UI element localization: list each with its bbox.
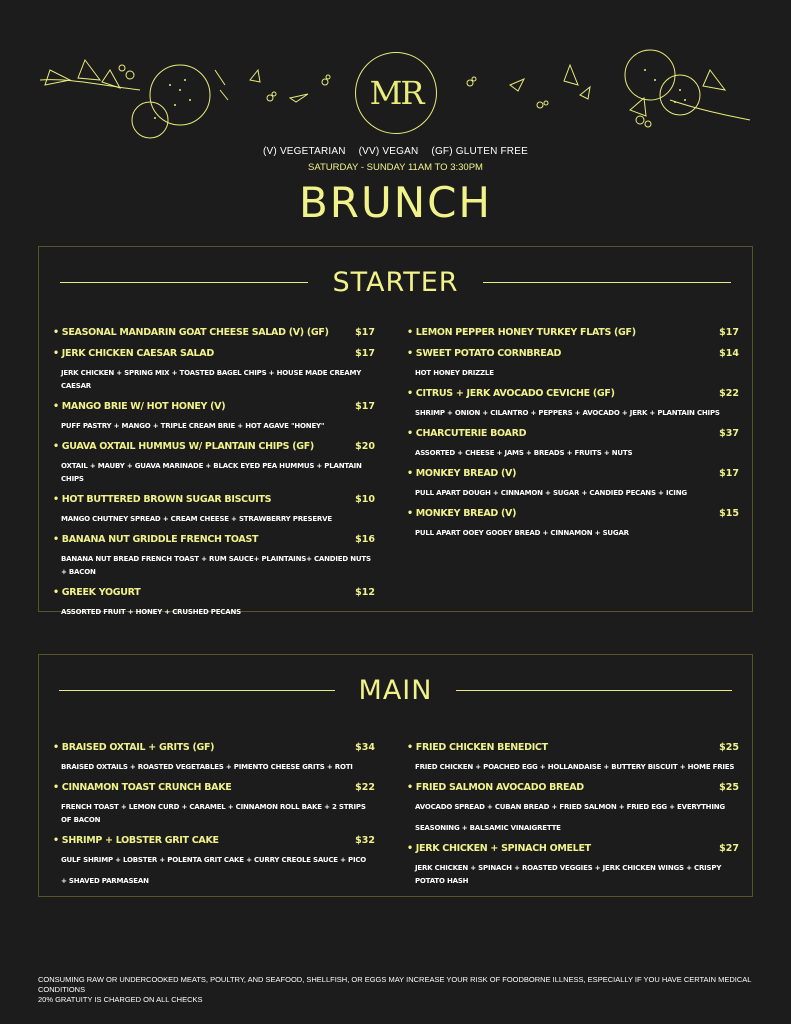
restaurant-logo bbox=[355, 52, 437, 134]
heading-divider-right bbox=[456, 690, 732, 692]
menu-item-description: HOT HONEY DRIZZLE bbox=[415, 369, 494, 377]
menu-item-description: GULF SHRIMP + LOBSTER + POLENTA GRIT CAKE + CURRY CREOLE SAUCE + PICO bbox=[61, 856, 367, 864]
heading-divider-right bbox=[483, 282, 731, 284]
menu-item-price: $25 bbox=[719, 742, 739, 753]
starter-left-column bbox=[53, 326, 375, 626]
citrus-floral-left-illustration bbox=[30, 40, 230, 140]
menu-item-name: • BANANA NUT GRIDDLE FRENCH TOAST bbox=[53, 533, 375, 547]
heading-divider-left bbox=[60, 282, 308, 284]
menu-item bbox=[53, 347, 375, 393]
menu-item-name: • GREEK YOGURT bbox=[53, 586, 375, 600]
menu-item-description: FRENCH TOAST + LEMON CURD + CARAMEL + CINNAMON ROLL BAKE + 2 STRIPS OF BACON bbox=[61, 803, 366, 824]
menu-item-name: • FRIED CHICKEN BENEDICT bbox=[407, 741, 739, 755]
menu-item-price: $27 bbox=[719, 843, 739, 854]
menu-item-description: ASSORTED FRUIT + HONEY + CRUSHED PECANS bbox=[61, 608, 241, 616]
menu-item-price: $34 bbox=[355, 742, 375, 753]
menu-item-name: • MONKEY BREAD (V) bbox=[407, 467, 739, 481]
menu-item-price: $17 bbox=[355, 348, 375, 359]
menu-item bbox=[407, 842, 739, 888]
menu-item bbox=[407, 326, 739, 340]
menu-item-price: $37 bbox=[719, 428, 739, 439]
menu-item-description: BRAISED OXTAILS + ROASTED VEGETABLES + PIMENTO CHEESE GRITS + ROTI bbox=[61, 763, 353, 771]
brunch-hours: SATURDAY - SUNDAY 11AM TO 3:30PM bbox=[308, 162, 483, 173]
heading-divider-left bbox=[59, 690, 335, 692]
menu-item-name: • CHARCUTERIE BOARD bbox=[407, 427, 739, 441]
menu-item-description: ASSORTED + CHEESE + JAMS + BREADS + FRUITS + NUTS bbox=[415, 449, 633, 457]
legend-vegetarian: (V) VEGETARIAN bbox=[263, 146, 346, 157]
main-section bbox=[38, 654, 753, 897]
menu-item-name: • CITRUS + JERK AVOCADO CEVICHE (GF) bbox=[407, 387, 739, 401]
menu-item-name: • JERK CHICKEN CAESAR SALAD bbox=[53, 347, 375, 361]
menu-item-description: SEASONING + BALSAMIC VINAIGRETTE bbox=[415, 824, 561, 832]
menu-item bbox=[407, 507, 739, 540]
menu-item-price: $22 bbox=[355, 782, 375, 793]
menu-item bbox=[407, 387, 739, 420]
menu-item bbox=[53, 781, 375, 827]
menu-item-name: • CINNAMON TOAST CRUNCH BAKE bbox=[53, 781, 375, 795]
menu-item-description: JERK CHICKEN + SPINACH + ROASTED VEGGIES + JERK CHICKEN WINGS + CRISPY POTATO HASH bbox=[415, 864, 722, 885]
menu-item-name: • LEMON PEPPER HONEY TURKEY FLATS (GF) bbox=[407, 326, 739, 340]
menu-item-name: • MONKEY BREAD (V) bbox=[407, 507, 739, 521]
menu-item-description: MANGO CHUTNEY SPREAD + CREAM CHEESE + STRAWBERRY PRESERVE bbox=[61, 515, 332, 523]
logo-monogram: MR bbox=[369, 74, 423, 112]
menu-item-name: • HOT BUTTERED BROWN SUGAR BISCUITS bbox=[53, 493, 375, 507]
starter-right-column bbox=[407, 326, 739, 547]
menu-item-name: • SEASONAL MANDARIN GOAT CHEESE SALAD (V) (GF) bbox=[53, 326, 375, 340]
menu-item bbox=[407, 741, 739, 774]
menu-item-price: $17 bbox=[719, 327, 739, 338]
dietary-legend bbox=[0, 146, 791, 157]
menu-item-description: OXTAIL + MAUBY + GUAVA MARINADE + BLACK EYED PEA HUMMUS + PLANTAIN CHIPS bbox=[61, 462, 362, 483]
menu-item bbox=[407, 427, 739, 460]
menu-item-price: $17 bbox=[355, 327, 375, 338]
menu-item-description: AVOCADO SPREAD + CUBAN BREAD + FRIED SALMON + FRIED EGG + EVERYTHING bbox=[415, 803, 725, 811]
main-left-column bbox=[53, 741, 375, 895]
menu-item bbox=[53, 400, 375, 433]
menu-item-description: PULL APART OOEY GOOEY BREAD + CINNAMON + SUGAR bbox=[415, 529, 629, 537]
menu-item-description: PULL APART DOUGH + CINNAMON + SUGAR + CANDIED PECANS + ICING bbox=[415, 489, 687, 497]
menu-item bbox=[53, 586, 375, 619]
menu-item-description: + SHAVED PARMASEAN bbox=[61, 877, 149, 885]
menu-item-price: $32 bbox=[355, 835, 375, 846]
menu-item-price: $10 bbox=[355, 494, 375, 505]
menu-item-name: • SHRIMP + LOBSTER GRIT CAKE bbox=[53, 834, 375, 848]
menu-item-name: • JERK CHICKEN + SPINACH OMELET bbox=[407, 842, 739, 856]
menu-item-price: $14 bbox=[719, 348, 739, 359]
menu-item bbox=[53, 440, 375, 486]
menu-header bbox=[0, 0, 791, 240]
menu-item-description: JERK CHICKEN + SPRING MIX + TOASTED BAGEL CHIPS + HOUSE MADE CREAMY CAESAR bbox=[61, 369, 362, 390]
menu-footer bbox=[38, 975, 768, 1005]
menu-item-description: SHRIMP + ONION + CILANTRO + PEPPERS + AVOCADO + JERK + PLANTAIN CHIPS bbox=[415, 409, 720, 417]
main-right-column bbox=[407, 741, 739, 895]
menu-item-name: • GUAVA OXTAIL HUMMUS W/ PLANTAIN CHIPS (GF) bbox=[53, 440, 375, 454]
menu-item bbox=[53, 741, 375, 774]
gratuity-notice: 20% GRATUITY IS CHARGED ON ALL CHECKS bbox=[38, 995, 203, 1004]
menu-item-name: • BRAISED OXTAIL + GRITS (GF) bbox=[53, 741, 375, 755]
legend-vegan: (VV) VEGAN bbox=[358, 146, 419, 157]
menu-item-price: $20 bbox=[355, 441, 375, 452]
menu-item bbox=[53, 533, 375, 579]
menu-title: BRUNCH bbox=[298, 178, 493, 227]
menu-item-price: $22 bbox=[719, 388, 739, 399]
citrus-floral-right-illustration bbox=[610, 40, 760, 140]
menu-item-name: • MANGO BRIE W/ HOT HONEY (V) bbox=[53, 400, 375, 414]
menu-item-name: • FRIED SALMON AVOCADO BREAD bbox=[407, 781, 739, 795]
main-heading: MAIN bbox=[358, 675, 433, 706]
menu-item bbox=[407, 347, 739, 380]
small-flowers-right-illustration bbox=[450, 55, 600, 115]
menu-item-description: FRIED CHICKEN + POACHED EGG + HOLLANDAISE + BUTTERY BISCUIT + HOME FRIES bbox=[415, 763, 735, 771]
small-flowers-left-illustration bbox=[240, 60, 340, 110]
menu-item-price: $16 bbox=[355, 534, 375, 545]
menu-item-price: $25 bbox=[719, 782, 739, 793]
menu-item-price: $12 bbox=[355, 587, 375, 598]
menu-item-description: BANANA NUT BREAD FRENCH TOAST + RUM SAUCE+ PLAINTAINS+ CANDIED NUTS + BACON bbox=[61, 555, 371, 576]
menu-item bbox=[53, 493, 375, 526]
starter-section bbox=[38, 246, 753, 616]
health-disclaimer: CONSUMING RAW OR UNDERCOOKED MEATS, POULTRY, AND SEAFOOD, SHELLFISH, OR EGGS MAY INCREASE YOUR RISK OF FOODBORNE ILLNESS, ESPECIALLY IF YOU HAVE CERTAIN MEDICAL CONDITIONS bbox=[38, 975, 752, 994]
menu-item-price: $15 bbox=[719, 508, 739, 519]
menu-item-price: $17 bbox=[355, 401, 375, 412]
main-heading-row bbox=[39, 675, 752, 706]
menu-item-name: • SWEET POTATO CORNBREAD bbox=[407, 347, 739, 361]
menu-item bbox=[407, 781, 739, 835]
starter-heading: STARTER bbox=[332, 267, 459, 298]
legend-gluten-free: (GF) GLUTEN FREE bbox=[431, 146, 528, 157]
menu-item-description: PUFF PASTRY + MANGO + TRIPLE CREAM BRIE + HOT AGAVE "HONEY" bbox=[61, 422, 325, 430]
starter-heading-row bbox=[39, 267, 752, 298]
menu-item-price: $17 bbox=[719, 468, 739, 479]
menu-item bbox=[407, 467, 739, 500]
menu-item bbox=[53, 326, 375, 340]
menu-item bbox=[53, 834, 375, 888]
